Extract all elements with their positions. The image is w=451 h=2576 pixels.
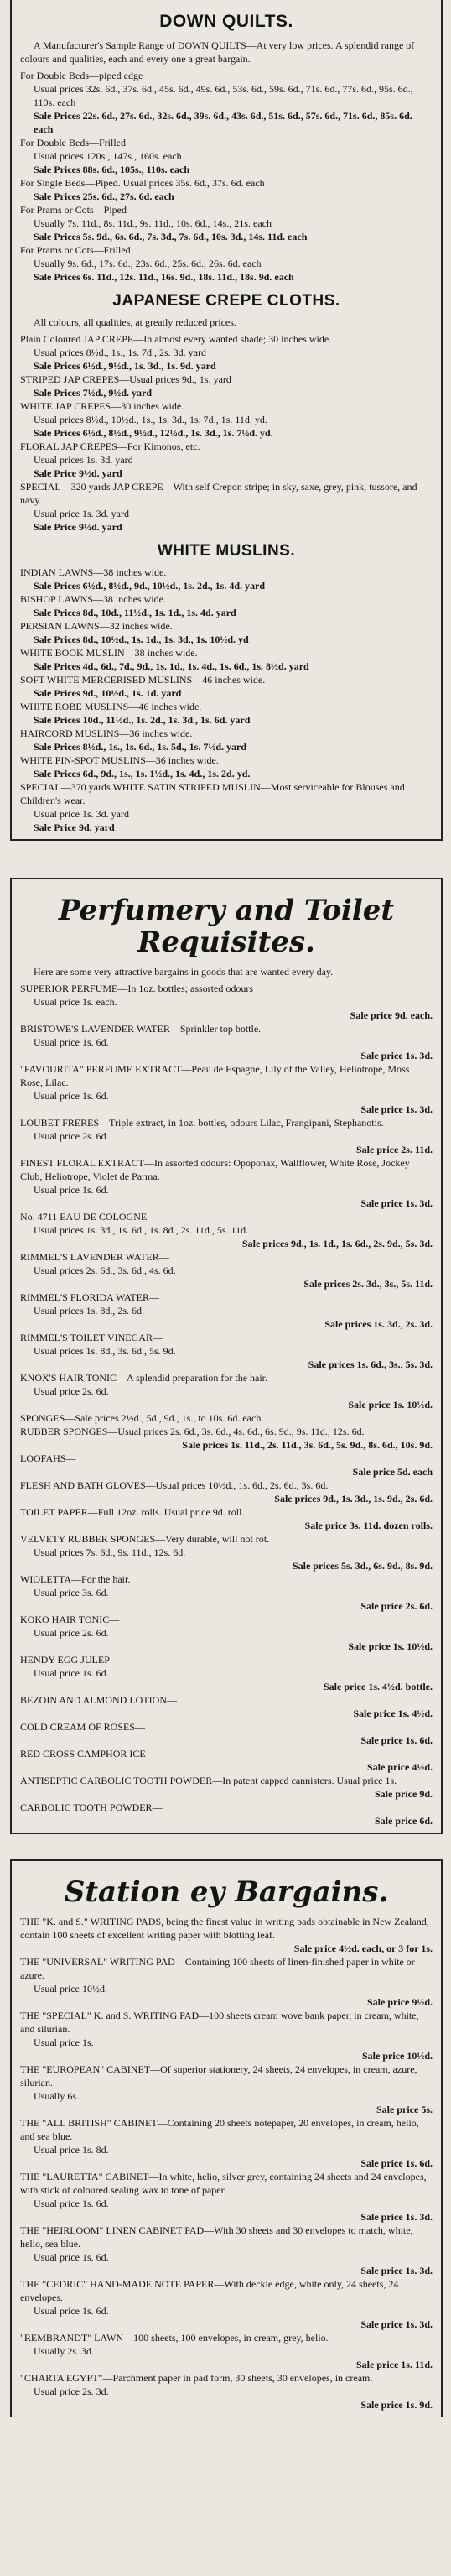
item-title: FLORAL JAP CREPES—For Kimonos, etc. [20,441,200,452]
item-title: VELVETY RUBBER SPONGES—Very durable, will not rot. [20,1533,270,1545]
muslins-item [20,619,433,646]
item-title: SOFT WHITE MERCERISED MUSLINS—46 inches wide. [20,674,266,686]
item-sale-price: Sale prices 1s. 3d., 2s. 3d. [324,1318,433,1330]
item-usual-price: Usual prices 7s. 6d., 9s. 11d., 12s. 6d. [34,1546,186,1558]
item-sale-price: Sale prices 9d., 1s. 1d., 1s. 6d., 2s. 9d., 5s. 3d. [241,1238,433,1249]
item-sale-price: Sale prices 5s. 3d., 6s. 9d., 8s. 9d. [292,1560,433,1572]
item-title: SUPERIOR PERFUME—In 1oz. bottles; assorted odours [20,983,254,994]
item-usual-price: Usual price 1s. each. [34,996,117,1008]
item-sale-price: Sale Prices 10d., 11½d., 1s. 2d., 1s. 3d., 1s. 6d. yard [34,714,251,726]
perfumery-item [20,1022,433,1062]
item-title: HAIRCORD MUSLINS—36 inches wide. [20,727,193,739]
item-sale-price: Sale Prices 8d., 10½d., 1s. 1d., 1s. 3d., 1s. 10½d. yd [34,634,249,645]
item-title: ANTISEPTIC CARBOLIC TOOTH POWDER—In patent capped cannisters. Usual price 1s. [20,1775,397,1786]
item-usual-price: Usual price 1s. 3d. yard [34,508,129,519]
perfumery-item [20,1452,433,1478]
section-gap [10,841,443,878]
item-usual-price: Usual prices 120s., 147s., 160s. each [34,150,182,162]
item-title: WHITE ROBE MUSLINS—46 inches wide. [20,701,202,712]
item-title: For Prams or Cots—Frilled [20,244,131,256]
item-sale-price: Sale price 5d. each [352,1466,433,1478]
item-title: SPECIAL—320 yards JAP CREPE—With self Crepon stripe; in sky, saxe, grey, pink, tussore, and navy. [20,481,417,506]
item-sale-price: Sale price 9d. each. [350,1009,433,1021]
perfumery-heading: Perfumery and Toilet Requisites. [58,894,395,959]
perfumery-item [20,1116,433,1156]
item-title: CARBOLIC TOOTH POWDER— [20,1802,163,1813]
stationery-item [20,2371,433,2412]
item-usual-price: Usual prices 2s. 6d., 3s. 6d., 4s. 6d. [34,1265,176,1276]
item-usual-price: Usual price 1s. 6d. [34,1184,109,1196]
item-title: THE "EUROPEAN" CABINET—Of superior stationery, 24 sheets, 24 envelopes, in cream, azure, silurian. [20,2063,417,2088]
item-sale-price: Sale price 4½d. each, or 3 for 1s. [293,1942,433,1954]
item-title: THE "K. and S." WRITING PADS, being the finest value in writing pads obtainable in New Zealand, contain 100 sheets of excellent writing paper with blotting leaf. [20,1916,429,1941]
stationery-item [20,2062,433,2116]
item-title: BEZOIN AND ALMOND LOTION— [20,1694,177,1706]
section-gap [10,1834,443,1859]
item-sale-price: Sale Prices 6½d., 8½d., 9d., 10½d., 1s. 2d., 1s. 4d. yard [34,580,266,592]
perfumery-item [20,1331,433,1371]
item-title: RIMMEL'S LAVENDER WATER— [20,1251,169,1263]
stationery-item [20,2224,433,2277]
item-usual-price: Usual price 2s. 3d. [34,2386,109,2397]
item-sale-price: Sale Prices 88s. 6d., 105s., 110s. each [34,164,189,175]
item-title: LOUBET FRERES—Triple extract, in 1oz. bottles, odours Lilac, Frangipani, Stephanotis. [20,1117,384,1129]
item-usual-price: Usual price 1s. 6d. [34,1667,109,1679]
item-usual-price: Usual price 1s. 6d. [34,1036,109,1048]
advertisement-page [10,0,443,2576]
quilts-section [10,0,443,841]
item-usual-price: Usually 9s. 6d., 17s. 6d., 23s. 6d., 25s. 6d., 26s. 6d. each [34,258,262,269]
muslins-list [20,566,433,834]
crepe-item [20,440,433,480]
item-sale-price: Sale price 2s. 11d. [355,1144,433,1155]
muslins-item [20,673,433,700]
item-usual-price: Usual prices 8½d., 1s., 1s. 7d., 2s. 3d. yard [34,347,206,358]
item-sale-price: Sale price 1s. 3d. [360,2211,433,2223]
muslins-item [20,754,433,780]
crepe-list [20,332,433,534]
item-sale-price: Sale Price 9d. yard [34,821,115,833]
item-sale-price: Sale price 1s. 9d. [360,2399,433,2411]
item-title: STRIPED JAP CREPES—Usual prices 9d., 1s. yard [20,373,231,385]
perfumery-item [20,1774,433,1801]
item-title: TOILET PAPER—Full 12oz. rolls. Usual price 9d. roll. [20,1506,245,1518]
item-sale-price: Sale prices 1s. 11d., 2s. 11d., 3s. 6d., 5s. 9d., 8s. 6d., 10s. 9d. [182,1439,433,1451]
quilts-item [20,69,433,136]
perfumery-item [20,1291,433,1331]
item-title: For Double Beds—piped edge [20,70,143,81]
item-sale-price: Sale price 1s. 3d. [360,2265,433,2276]
item-sale-price: Sale Prices 6d., 9d., 1s., 1s. 1½d., 1s. 4d., 1s. 2d. yd. [34,768,251,780]
item-usual-price: Usually 6s. [34,2090,79,2102]
item-title: FLESH AND BATH GLOVES—Usual prices 10½d., 1s. 6d., 2s. 6d., 3s. 6d. [20,1479,329,1491]
muslins-heading: WHITE MUSLINS. [157,542,296,560]
stationery-list [20,1915,433,2412]
item-title: For Single Beds—Piped. Usual prices 35s. 6d., 37s. 6d. each [20,177,265,189]
perfumery-item [20,1532,433,1572]
item-title: SPECIAL—370 yards WHITE SATIN STRIPED MUSLIN—Most serviceable for Blouses and Children's wear. [20,781,405,806]
perfumery-item [20,1613,433,1653]
quilts-intro: A Manufacturer's Sample Range of DOWN QUILTS—At very low prices. A splendid range of colours and qualities, each and every one a great bargain. [20,39,415,65]
item-sale-price: Sale price 1s. 4½d. [353,1708,433,1719]
item-title: "CHARTA EGYPT"—Parchment paper in pad form, 30 sheets, 30 envelopes, in cream. [20,2372,373,2384]
item-sale-price: Sale price 10½d. [362,2050,433,2062]
item-title: THE "LAURETTA" CABINET—In white, helio, silver grey, containing 24 sheets and 24 envelopes, with stick of coloured sealing wax to tone of paper. [20,2171,427,2196]
stationery-item [20,2170,433,2224]
item-usual-price: Usual prices 1s. 8d., 3s. 6d., 5s. 9d. [34,1345,176,1357]
item-sale-price: Sale prices 1s. 6d., 3s., 5s. 3d. [308,1358,433,1370]
item-sale-price: Sale price 2s. 6d. [360,1600,433,1612]
stationery-item [20,2277,433,2331]
item-sale-price: Sale price 4½d. [367,1761,433,1773]
perfumery-item [20,1062,433,1116]
item-sale-price: Sale price 5s. [376,2104,433,2115]
muslins-item [20,646,433,673]
item-usual-price: Usual price 3s. 6d. [34,1587,109,1598]
perfumery-item [20,1425,433,1452]
item-usual-price: Usual price 1s. 6d. [34,2251,109,2263]
item-sale-price: Sale price 1s. 10½d. [348,1640,433,1652]
perfumery-item [20,1250,433,1291]
item-sale-price: Sale Prices 8½d., 1s., 1s. 6d., 1s. 5d., 1s. 7½d. yard [34,741,247,753]
item-sale-price: Sale price 1s. 3d. [360,2318,433,2330]
crepe-intro: All colours, all qualities, at greatly reduced prices. [34,316,236,328]
stationery-item [20,2009,433,2062]
item-sale-price: Sale Price 9½d. yard [34,467,122,479]
perfumery-item [20,1572,433,1613]
item-sale-price: Sale Prices 8d., 10d., 11½d., 1s. 1d., 1s. 4d. yard [34,607,236,618]
item-usual-price: Usual prices 8½d., 10½d., 1s., 1s. 3d., 1s. 7d., 1s. 11d. yd. [34,414,267,425]
stationery-item [20,2331,433,2371]
item-title: For Double Beds—Frilled [20,137,126,149]
item-usual-price: Usually 7s. 11d., 8s. 11d., 9s. 11d., 10s. 6d., 14s., 21s. each [34,217,272,229]
perfumery-item [20,1720,433,1747]
muslins-item [20,566,433,592]
item-title: SPONGES—Sale prices 2½d., 5d., 9d., 1s., to 10s. 6d. each. [20,1412,264,1424]
item-title: HENDY EGG JULEP— [20,1654,120,1666]
perfumery-item [20,1505,433,1532]
item-sale-price: Sale Prices 6½d., 9½d., 1s. 3d., 1s. 9d. yard [34,360,216,372]
item-sale-price: Sale price 1s. 4½d. bottle. [324,1681,433,1692]
item-sale-price: Sale prices 9d., 1s. 3d., 1s. 9d., 2s. 6d. [274,1493,433,1504]
item-sale-price: Sale price 6d. [375,1815,433,1827]
item-usual-price: Usual prices 32s. 6d., 37s. 6d., 45s. 6d., 49s. 6d., 53s. 6d., 59s. 6d., 71s. 6d., 77s. 6d., 95s. 6d., 110s. each [34,83,413,108]
perfumery-list [20,982,433,1828]
item-title: RIMMEL'S TOILET VINEGAR— [20,1332,163,1343]
item-usual-price: Usual price 1s. 6d. [34,2305,109,2317]
item-sale-price: Sale prices 2s. 3d., 3s., 5s. 11d. [303,1278,433,1290]
item-sale-price: Sale price 1s. 11d. [355,2359,433,2370]
item-usual-price: Usually 2s. 3d. [34,2345,94,2357]
item-sale-price: Sale price 1s. 6d. [360,2157,433,2169]
item-title: Plain Coloured JAP CREPE—In almost every wanted shade; 30 inches wide. [20,333,332,345]
item-usual-price: Usual price 2s. 6d. [34,1130,109,1142]
muslins-item [20,780,433,834]
item-title: No. 4711 EAU DE COLOGNE— [20,1211,158,1223]
item-title: "REMBRANDT" LAWN—100 sheets, 100 envelopes, in cream, grey, helio. [20,2332,329,2344]
item-title: BRISTOWE'S LAVENDER WATER—Sprinkler top bottle. [20,1023,262,1035]
quilts-heading: DOWN QUILTS. [159,12,293,31]
item-sale-price: Sale Price 9½d. yard [34,521,122,533]
perfumery-item [20,982,433,1022]
item-sale-price: Sale Prices 7½d., 9½d. yard [34,387,152,399]
perfumery-item [20,1371,433,1411]
item-title: KNOX'S HAIR TONIC—A splendid preparation for the hair. [20,1372,268,1384]
item-usual-price: Usual price 2s. 6d. [34,1385,109,1397]
item-usual-price: Usual price 1s. 3d. yard [34,808,129,820]
item-title: WHITE JAP CREPES—30 inches wide. [20,400,184,412]
item-sale-price: Sale price 3s. 11d. dozen rolls. [304,1520,433,1531]
crepe-item [20,373,433,399]
quilts-item [20,176,433,203]
item-sale-price: Sale Prices 22s. 6d., 27s. 6d., 32s. 6d., 39s. 6d., 43s. 6d., 51s. 6d., 57s. 6d., 71s. 6d., 85s. 6d. each [34,110,412,135]
muslins-item [20,592,433,619]
quilts-item [20,243,433,284]
item-usual-price: Usual prices 1s. 3d., 1s. 6d., 1s. 8d., 2s. 11d., 5s. 11d. [34,1224,249,1236]
item-title: WHITE PIN-SPOT MUSLINS—36 inches wide. [20,754,219,766]
item-title: RUBBER SPONGES—Usual prices 2s. 6d., 3s. 6d., 4s. 6d., 6s. 9d., 9s. 11d., 12s. 6d. [20,1426,365,1437]
perfumery-section [10,878,443,1834]
item-usual-price: Usual price 1s. 6d. [34,1090,109,1102]
item-title: THE "UNIVERSAL" WRITING PAD—Containing 100 sheets of linen-finished paper in white or azure. [20,1956,415,1981]
item-sale-price: Sale Prices 25s. 6d., 27s. 6d. each [34,190,174,202]
muslins-item [20,700,433,727]
stationery-item [20,1915,433,1955]
quilts-item [20,203,433,243]
item-title: INDIAN LAWNS—38 inches wide. [20,566,167,578]
perfumery-intro: Here are some very attractive bargains in goods that are wanted every day. [34,966,334,978]
perfumery-item [20,1156,433,1210]
item-title: For Prams or Cots—Piped [20,204,127,216]
perfumery-item [20,1411,433,1425]
item-usual-price: Usual price 10½d. [34,1983,107,1995]
item-sale-price: Sale price 9d. [375,1788,433,1800]
item-sale-price: Sale price 1s. 3d. [360,1103,433,1115]
stationery-item [20,2116,433,2170]
item-usual-price: Usual prices 1s. 8d., 2s. 6d. [34,1305,144,1317]
item-sale-price: Sale Prices 4d., 6d., 7d., 9d., 1s. 1d., 1s. 4d., 1s. 6d., 1s. 8½d. yard [34,660,309,672]
item-usual-price: Usual prices 1s. 3d. yard [34,454,133,466]
item-usual-price: Usual price 1s. [34,2036,94,2048]
item-usual-price: Usual price 2s. 6d. [34,1627,109,1639]
item-title: LOOFAHS— [20,1452,76,1464]
crepe-item [20,480,433,534]
muslins-item [20,727,433,754]
item-title: PERSIAN LAWNS—32 inches wide. [20,620,173,632]
stationery-section [10,1859,443,2417]
perfumery-item [20,1801,433,1828]
item-title: WHITE BOOK MUSLIN—38 inches wide. [20,647,198,659]
item-sale-price: Sale price 1s. 3d. [360,1050,433,1061]
stationery-item [20,1955,433,2009]
item-title: THE "SPECIAL" K. and S. WRITING PAD—100 sheets cream wove bank paper, in cream, white, and silurian. [20,2010,419,2035]
crepe-item [20,332,433,373]
item-title: RIMMEL'S FLORIDA WATER— [20,1291,159,1303]
perfumery-item [20,1747,433,1774]
item-title: KOKO HAIR TONIC— [20,1614,120,1625]
item-title: THE "ALL BRITISH" CABINET—Containing 20 sheets notepaper, 20 envelopes, in cream, helio, and sea blue. [20,2117,419,2142]
perfumery-item [20,1210,433,1250]
quilts-list [20,69,433,284]
crepe-item [20,399,433,440]
perfumery-item [20,1693,433,1720]
item-sale-price: Sale Prices 5s. 9d., 6s. 6d., 7s. 3d., 7s. 6d., 10s. 3d., 14s. 11d. each [34,231,308,242]
item-title: COLD CREAM OF ROSES— [20,1721,146,1733]
stationery-heading: Station ey Bargains. [64,1875,389,1909]
quilts-item [20,136,433,176]
perfumery-item [20,1653,433,1693]
item-sale-price: Sale price 9½d. [367,1996,433,2008]
item-sale-price: Sale price 1s. 6d. [360,1734,433,1746]
item-sale-price: Sale Prices 9d., 10½d., 1s. 1d. yard [34,687,182,699]
item-sale-price: Sale price 1s. 3d. [360,1197,433,1209]
item-sale-price: Sale Prices 6s. 11d., 12s. 11d., 16s. 9d., 18s. 11d., 18s. 9d. each [34,271,294,283]
item-title: FINEST FLORAL EXTRACT—In assorted odours: Opoponax, Wallflower, White Rose, Jockey Club, Heliotrope, Violet de Parma. [20,1157,410,1182]
item-title: RED CROSS CAMPHOR ICE— [20,1748,156,1760]
item-title: WIOLETTA—For the hair. [20,1573,131,1585]
item-title: THE "CEDRIC" HAND-MADE NOTE PAPER—With deckle edge, white only, 24 sheets, 24 envelopes. [20,2278,399,2303]
perfumery-item [20,1478,433,1505]
item-sale-price: Sale price 1s. 10½d. [348,1399,433,1411]
item-title: "FAVOURITA" PERFUME EXTRACT—Peau de Espagne, Lily of the Valley, Heliotrope, Moss Rose, Lilac. [20,1063,410,1088]
item-usual-price: Usual price 1s. 8d. [34,2144,109,2156]
item-sale-price: Sale Prices 6½d., 8½d., 9½d., 12½d., 1s. 3d., 1s. 7½d. yd. [34,427,273,439]
item-usual-price: Usual price 1s. 6d. [34,2198,109,2209]
crepe-heading: JAPANESE CREPE CLOTHS. [112,292,340,310]
item-title: THE "HEIRLOOM" LINEN CABINET PAD—With 30 sheets and 30 envelopes to match, white, helio, sea blue. [20,2224,413,2250]
item-title: BISHOP LAWNS—38 inches wide. [20,593,166,605]
